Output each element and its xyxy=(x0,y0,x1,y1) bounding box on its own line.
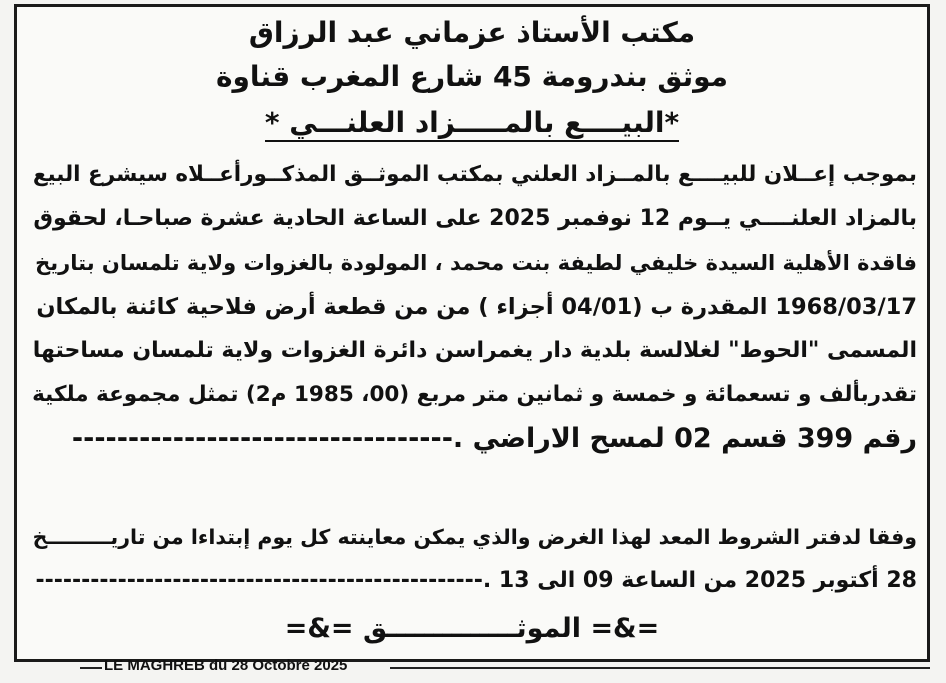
notice-title-text: *البيــــع بالمـــــزاد العلنـــي * xyxy=(265,106,679,142)
footer-rule-right xyxy=(390,667,930,669)
legal-notice-box xyxy=(14,4,930,662)
notice-body-line: 28 أكتوبر 2025 من الساعة 09 الى 13 .------------------------------------------------- xyxy=(35,568,917,593)
notice-body-line: بموجب إعــلان للبيــــع بالمــزاد العلني بمكتب الموثــق المذكــورأعــلاه سيشرع البيع xyxy=(32,162,917,187)
notice-body-line: تقدربألف و تسعمائة و خمسة و ثمانين متر مربع (00، 1985 م2) تمثل مجموعة ملكية xyxy=(32,382,917,407)
notary-office-name: مكتب الأستاذ عزماني عبد الرزاق xyxy=(248,16,696,49)
notice-body-line: فاقدة الأهلية السيدة خليفي لطيفة بنت محمد ، المولودة بالغزوات ولاية تلمسان بتاريخ xyxy=(35,251,917,275)
notice-title xyxy=(17,105,927,141)
notice-body-line: بالمزاد العلنــــي يــوم 12 نوفمبر 2025 على الساعة الحادية عشرة صباحـا، لحقوق xyxy=(33,206,917,231)
notary-signature: =&= الموثــــــــــــــق =&= xyxy=(284,613,660,644)
notary-address: موثق بندرومة 45 شارع المغرب قناوة xyxy=(215,60,729,93)
notice-content xyxy=(17,7,927,659)
newspaper-source-credit: LE MAGHREB du 28 Octobre 2025 xyxy=(104,657,348,674)
notice-body-line: 1968/03/17 المقدرة ب (04/01 أجزاء ) من من قطعة أرض فلاحية كائنة بالمكان xyxy=(36,294,917,320)
footer-rule-left xyxy=(80,667,102,669)
notice-body-line: وفقا لدفتر الشروط المعد لهذا الغرض والذي يمكن معاينته كل يوم إبتداءا من تاريـــــــــخ xyxy=(32,525,917,549)
notice-body-line: رقم 399 قسم 02 لمسح الاراضي .---------------------------------- xyxy=(71,423,917,454)
notice-body-line: المسمى "الحوط" لغلالسة بلدية دار يغمراسن دائرة الغزوات ولاية تلمسان مساحتها xyxy=(32,338,917,363)
